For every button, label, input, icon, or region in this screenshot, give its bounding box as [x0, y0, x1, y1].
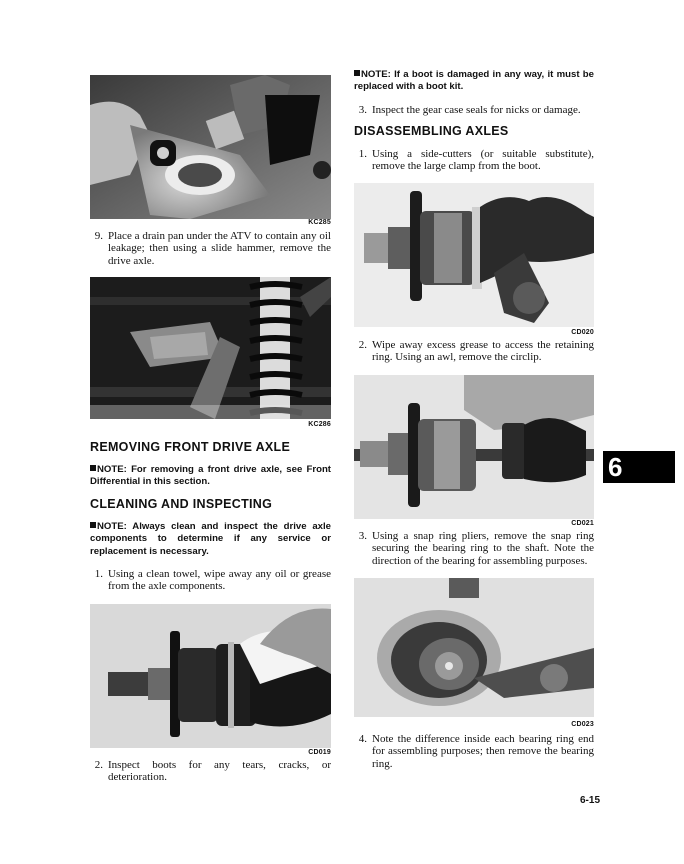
figure-id: CD020 — [571, 329, 594, 336]
step-2-disassembling — [354, 339, 594, 364]
section-heading: REMOVING FRONT DRIVE AXLE — [90, 440, 291, 454]
step-number: 1. — [94, 568, 103, 580]
step-3-disassembling — [354, 530, 594, 567]
step-9 — [90, 230, 331, 267]
clamp-removal-image — [354, 183, 594, 327]
note-removing — [90, 464, 331, 489]
section-heading: DISASSEMBLING AXLES — [354, 124, 509, 138]
axle-removal-image — [90, 75, 331, 219]
figure-id: CD019 — [308, 749, 331, 756]
figure-id: KC286 — [308, 421, 331, 428]
step-number: 9. — [94, 230, 103, 242]
note-bullet-icon — [90, 522, 96, 528]
photo-cd023 — [354, 578, 594, 717]
figure-id: CD023 — [571, 721, 594, 728]
note-label: NOTE: — [97, 464, 127, 475]
step-text: Note the difference inside each bearing ring end for assembling purposes; then remove the bearing ring. — [372, 733, 594, 770]
note-text: Always clean and inspect the drive axle components to determine if any service or replacement is necessary. — [90, 521, 331, 557]
step-number: 3. — [358, 104, 367, 116]
snap-ring-access-image — [354, 375, 594, 519]
note-cleaning — [90, 521, 331, 558]
note-label: NOTE: — [97, 521, 127, 532]
section-tab-number: 6 — [608, 452, 623, 482]
bearing-ring-image — [354, 578, 594, 717]
step-3-inspect — [354, 104, 594, 116]
figure-id: KC285 — [308, 219, 331, 226]
section-tab — [603, 451, 675, 483]
note-label: NOTE: — [361, 69, 391, 80]
photo-cd019 — [90, 604, 331, 748]
front-suspension-image — [90, 277, 331, 419]
step-number: 4. — [358, 733, 367, 745]
step-number: 2. — [94, 759, 103, 771]
step-text: Using a clean towel, wipe away any oil or grease from the axle components. — [108, 568, 331, 593]
note-bullet-icon — [354, 70, 360, 76]
step-4-disassembling — [354, 733, 594, 770]
step-text: Using a snap ring pliers, remove the snap ring securing the bearing ring to the shaft. Note the direction of the bearing for assembling purposes. — [372, 530, 594, 567]
step-2-cleaning — [90, 759, 331, 784]
step-number: 1. — [358, 148, 367, 160]
photo-kc286 — [90, 277, 331, 419]
figure-id: CD021 — [571, 520, 594, 527]
photo-cd020 — [354, 183, 594, 327]
step-1-cleaning — [90, 568, 331, 593]
step-text: Inspect boots for any tears, cracks, or deterioration. — [108, 759, 331, 784]
step-number: 3. — [358, 530, 367, 542]
page-number: 6-15 — [579, 795, 600, 806]
photo-kc285 — [90, 75, 331, 219]
photo-cd021 — [354, 375, 594, 519]
step-number: 2. — [358, 339, 367, 351]
note-boot — [354, 69, 594, 94]
note-bullet-icon — [90, 465, 96, 471]
section-heading: CLEANING AND INSPECTING — [90, 497, 273, 511]
note-text: For removing a front drive axle, see Front Differential in this section. — [90, 464, 331, 488]
step-text: Place a drain pan under the ATV to contain any oil leakage; then using a slide hammer, remove the drive axle. — [108, 230, 331, 267]
step-text: Wipe away excess grease to access the retaining ring. Using an awl, remove the circlip. — [372, 339, 594, 364]
note-text: If a boot is damaged in any way, it must be replaced with a boot kit. — [354, 69, 594, 93]
step-1-disassembling — [354, 148, 594, 173]
step-text: Inspect the gear case seals for nicks or damage. — [372, 104, 581, 116]
step-text: Using a side-cutters (or suitable substitute), remove the large clamp from the boot. — [372, 148, 594, 173]
axle-cleaning-image — [90, 604, 331, 748]
